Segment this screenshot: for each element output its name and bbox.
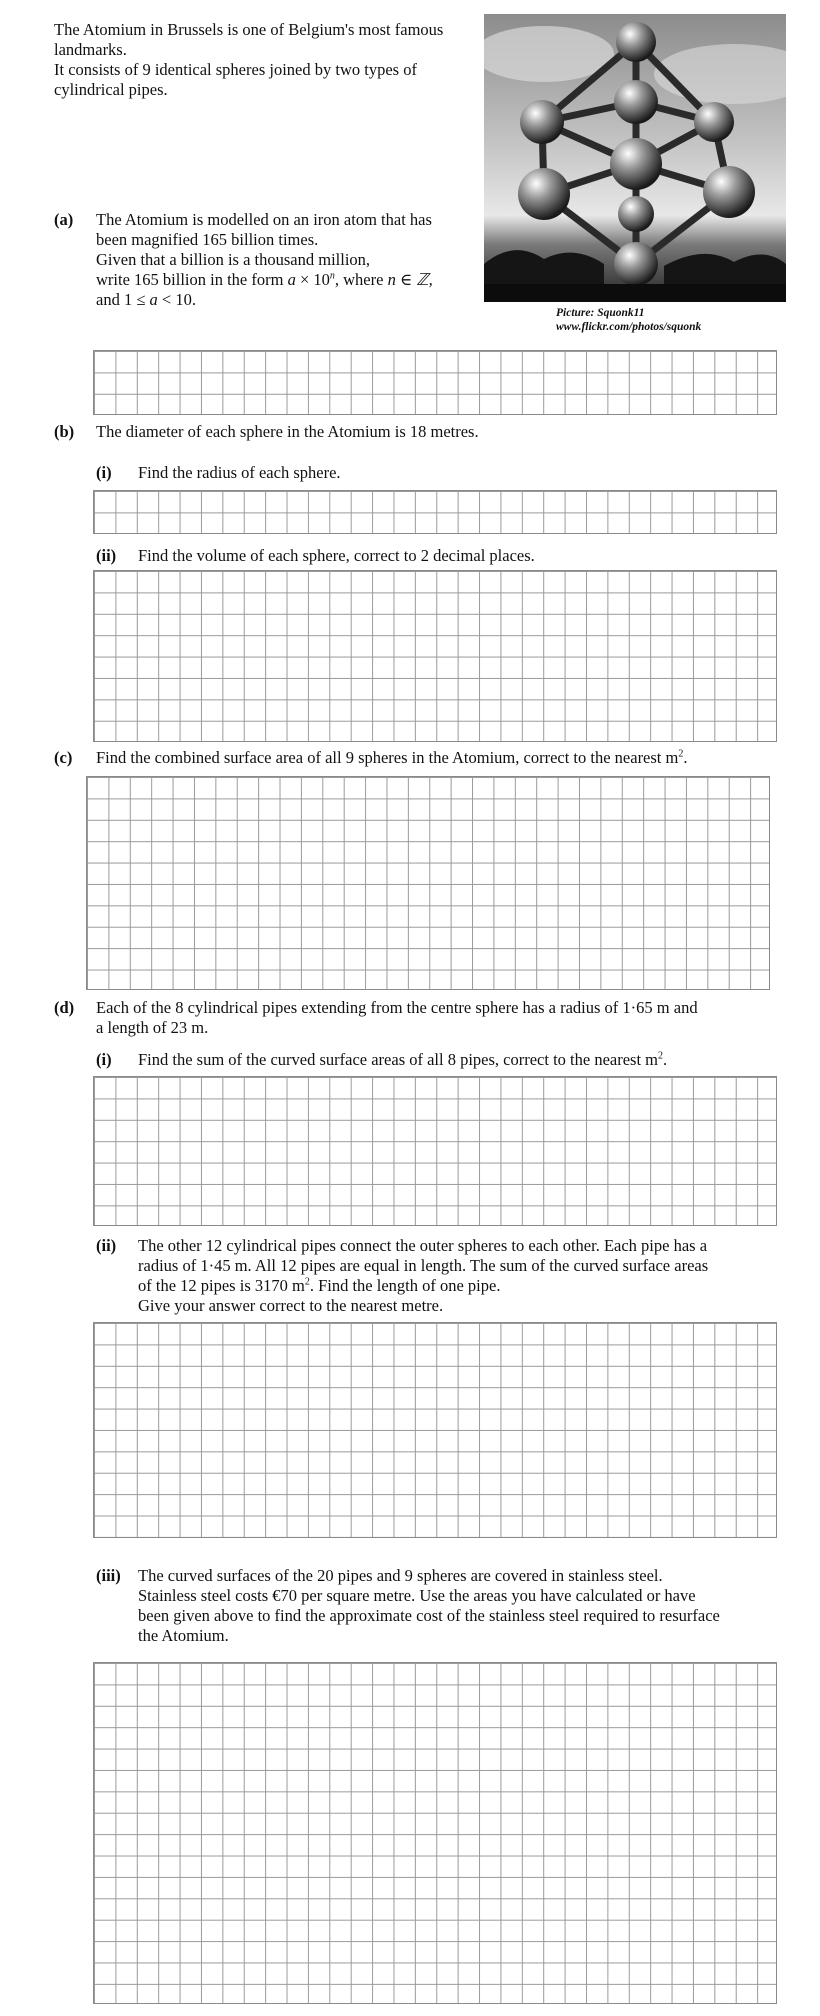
part-d-i-label: (i) <box>96 1050 112 1069</box>
part-d-ii-line-1: The other 12 cylindrical pipes connect the outer spheres to each other. Each pipe has a <box>138 1236 708 1255</box>
part-a-line-5: and 1 ≤ a < 10. <box>96 290 196 309</box>
part-b-i-label: (i) <box>96 463 112 482</box>
part-d-label: (d) <box>54 998 75 1017</box>
part-d-line-1: Each of the 8 cylindrical pipes extending from the centre sphere has a radius of 1·65 m and <box>96 998 698 1017</box>
part-d-line-2: a length of 23 m. <box>96 1018 209 1037</box>
answer-grid-a[interactable] <box>93 350 777 415</box>
part-d-iii-line-3: been given above to find the approximate cost of the stainless steel required to resurface <box>138 1606 720 1625</box>
answer-grid-d-ii[interactable] <box>93 1322 777 1538</box>
part-a-text <box>96 210 476 310</box>
part-d-ii-line-4: Give your answer correct to the nearest metre. <box>138 1296 444 1315</box>
part-a-line-4: write 165 billion in the form $a \times 10^n$, where n ∈ ℤ, <box>96 270 433 289</box>
part-d-iii-text <box>138 1566 788 1646</box>
part-d-i-text: Find the sum of the curved surface areas of all 8 pipes, correct to the nearest $m^2$. <box>138 1050 668 1069</box>
part-b-label: (b) <box>54 422 75 441</box>
part-d-ii-line-3: of the 12 pipes is 3170 $m^2$. Find the length of one pipe. <box>138 1276 501 1295</box>
part-d-iii-line-1: The curved surfaces of the 20 pipes and 9 spheres are covered in stainless steel. <box>138 1566 663 1585</box>
answer-grid-c[interactable] <box>86 776 770 990</box>
answer-grid-d-iii[interactable] <box>93 1662 777 2004</box>
part-a-line-3: Given that a billion is a thousand million, <box>96 250 371 269</box>
part-c-text: Find the combined surface area of all 9 spheres in the Atomium, correct to the nearest $m^2$. <box>96 748 688 767</box>
part-d-ii-line-2: radius of 1·45 m. All 12 pipes are equal in length. The sum of the curved surface areas <box>138 1256 709 1275</box>
atomium-photo <box>484 14 786 302</box>
part-b-i-text: Find the radius of each sphere. <box>138 463 341 482</box>
part-d-iii-line-2: Stainless steel costs €70 per square metre. Use the areas you have calculated or have <box>138 1586 696 1605</box>
answer-grid-d-i[interactable] <box>93 1076 777 1226</box>
atomium-illustration <box>484 14 786 302</box>
part-d-ii-label: (ii) <box>96 1236 117 1255</box>
part-d-ii-text <box>138 1236 788 1316</box>
caption-url: www.flickr.com/photos/squonk <box>556 321 702 333</box>
answer-grid-b-i[interactable] <box>93 490 777 534</box>
part-b-ii-text: Find the volume of each sphere, correct to 2 decimal places. <box>138 546 535 565</box>
part-b-text: The diameter of each sphere in the Atomium is 18 metres. <box>96 422 479 441</box>
part-d-text <box>96 998 786 1038</box>
part-d-iii-label: (iii) <box>96 1566 121 1585</box>
intro-line-2: It consists of 9 identical spheres joined by two types of cylindrical pipes. <box>54 60 417 99</box>
part-a-label: (a) <box>54 210 74 229</box>
part-c-label: (c) <box>54 748 73 767</box>
intro-line-1: The Atomium in Brussels is one of Belgium's most famous landmarks. <box>54 20 444 59</box>
part-a-line-1: The Atomium is modelled on an iron atom that has <box>96 210 432 229</box>
intro-text <box>54 20 464 100</box>
caption-credit: Picture: Squonk11 <box>556 307 645 319</box>
answer-grid-b-ii[interactable] <box>93 570 777 742</box>
part-b-ii-label: (ii) <box>96 546 117 565</box>
part-a-line-2: been magnified 165 billion times. <box>96 230 319 249</box>
photo-caption <box>556 306 701 334</box>
part-d-iii-line-4: the Atomium. <box>138 1626 229 1645</box>
